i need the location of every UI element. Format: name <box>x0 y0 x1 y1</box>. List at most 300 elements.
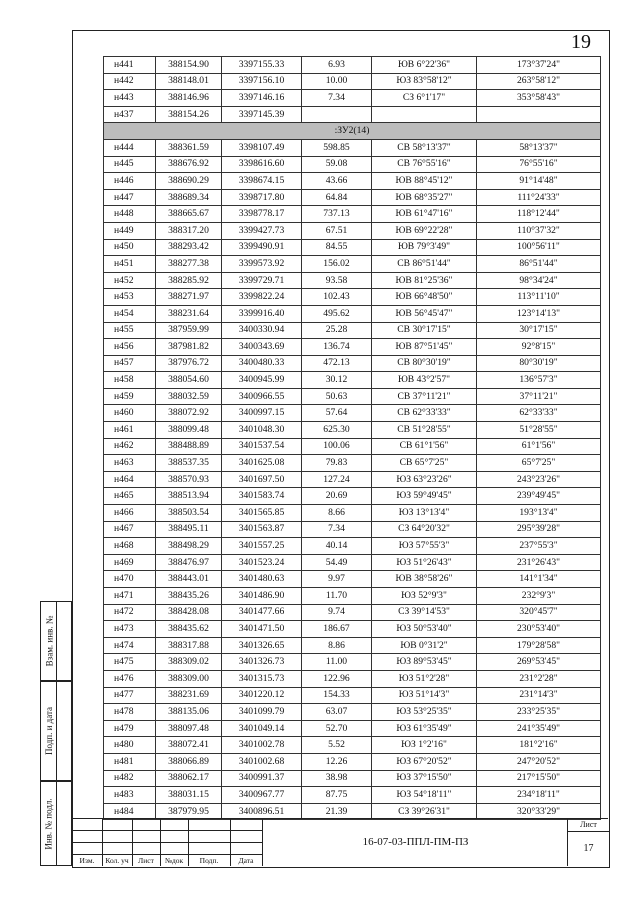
cell-coord-y: 3399573.92 <box>222 256 302 273</box>
cell-rhumb: ЮЗ 1°2'16" <box>372 737 477 754</box>
document-code: 16-07-03-ППЛ-ПМ-ПЗ <box>262 818 568 866</box>
sidebar-label-vzam: Взам. инв. № <box>44 615 54 667</box>
cell-coord-x: 388317.88 <box>156 637 222 654</box>
cell-distance: 30.12 <box>302 372 372 389</box>
cell-coord-x: 388293.42 <box>156 239 222 256</box>
cell-distance: 40.14 <box>302 538 372 555</box>
cell-azimuth: 173°37'24" <box>477 57 601 74</box>
cell-coord-x: 388498.29 <box>156 538 222 555</box>
cell-point-id: н463 <box>104 455 156 472</box>
cell-coord-x: 388361.59 <box>156 139 222 156</box>
cell-coord-y: 3400991.37 <box>222 770 302 787</box>
table-row <box>104 588 601 605</box>
cell-distance: 472.13 <box>302 355 372 372</box>
cell-point-id: н484 <box>104 803 156 820</box>
cell-coord-x: 388690.29 <box>156 173 222 190</box>
cell-point-id: н476 <box>104 670 156 687</box>
cell-coord-y: 3401048.30 <box>222 422 302 439</box>
table-row <box>104 322 601 339</box>
table-row <box>104 355 601 372</box>
table-row <box>104 422 601 439</box>
title-block <box>72 818 608 866</box>
cell-coord-y: 3401471.50 <box>222 621 302 638</box>
sidebar-label-podp: Подп. и дата <box>44 706 54 756</box>
cell-rhumb: ЮВ 66°48'50" <box>372 289 477 306</box>
table-row <box>104 372 601 389</box>
cell-distance: 11.00 <box>302 654 372 671</box>
table-row <box>104 770 601 787</box>
cell-azimuth: 62°33'33" <box>477 405 601 422</box>
cell-point-id: н450 <box>104 239 156 256</box>
cell-point-id: н458 <box>104 372 156 389</box>
cell-rhumb: ЮЗ 37°15'50" <box>372 770 477 787</box>
cell-point-id: н481 <box>104 753 156 770</box>
cell-coord-y: 3401523.24 <box>222 554 302 571</box>
cell-distance: 43.66 <box>302 173 372 190</box>
cell-coord-x: 388495.11 <box>156 521 222 538</box>
cell-coord-y: 3398717.80 <box>222 189 302 206</box>
stamp-header-izm: Изм. <box>79 856 95 865</box>
table-row <box>104 521 601 538</box>
cell-rhumb: ЮЗ 52°9'3" <box>372 588 477 605</box>
cell-point-id: н457 <box>104 355 156 372</box>
table-row <box>104 173 601 190</box>
cell-distance: 20.69 <box>302 488 372 505</box>
cell-point-id: н444 <box>104 139 156 156</box>
cell-rhumb: ЮЗ 54°18'11" <box>372 787 477 804</box>
table-row <box>104 239 601 256</box>
table-row <box>104 571 601 588</box>
cell-point-id: н459 <box>104 388 156 405</box>
stamp-header-podp: Подп. <box>199 856 219 865</box>
cell-distance: 5.52 <box>302 737 372 754</box>
table-row <box>104 753 601 770</box>
cell-coord-y: 3401220.12 <box>222 687 302 704</box>
cell-distance: 8.86 <box>302 637 372 654</box>
table-row <box>104 737 601 754</box>
cell-coord-x: 388277.38 <box>156 256 222 273</box>
cell-coord-y: 3401480.63 <box>222 571 302 588</box>
cell-point-id: н449 <box>104 222 156 239</box>
cell-azimuth: 76°55'16" <box>477 156 601 173</box>
table-row <box>104 687 601 704</box>
sheet-number: 17 <box>583 843 594 854</box>
cell-azimuth: 320°33'29" <box>477 803 601 820</box>
table-row <box>104 438 601 455</box>
table-row <box>104 621 601 638</box>
cell-coord-x: 388665.67 <box>156 206 222 223</box>
cell-rhumb: ЮВ 61°47'16" <box>372 206 477 223</box>
table-row <box>104 90 601 107</box>
cell-coord-y: 3400896.51 <box>222 803 302 820</box>
table-row <box>104 222 601 239</box>
cell-azimuth: 231°26'43" <box>477 554 601 571</box>
cell-distance: 63.07 <box>302 704 372 721</box>
cell-coord-y: 3400945.99 <box>222 372 302 389</box>
cell-point-id: н477 <box>104 687 156 704</box>
cell-coord-y: 3398107.49 <box>222 139 302 156</box>
cell-azimuth: 193°13'4" <box>477 505 601 522</box>
cell-azimuth: 91°14'48" <box>477 173 601 190</box>
cell-point-id: н443 <box>104 90 156 107</box>
stamp-header-data: Дата <box>238 856 254 865</box>
cell-coord-x: 388317.20 <box>156 222 222 239</box>
cell-coord-y: 3401099.79 <box>222 704 302 721</box>
cell-distance: 7.34 <box>302 521 372 538</box>
cell-point-id: н446 <box>104 173 156 190</box>
cell-rhumb: ЮВ 0°31'2" <box>372 637 477 654</box>
cell-azimuth: 231°2'28" <box>477 670 601 687</box>
cell-azimuth: 65°7'25" <box>477 455 601 472</box>
cell-coord-x: 388676.92 <box>156 156 222 173</box>
table-row <box>104 720 601 737</box>
stamp-header-list: Лист <box>138 856 154 865</box>
revision-grid <box>72 818 262 866</box>
cell-coord-y: 3401486.90 <box>222 588 302 605</box>
cell-coord-x: 388097.48 <box>156 720 222 737</box>
table-row <box>104 505 601 522</box>
sidebar-cell-vzam <box>40 601 72 681</box>
cell-coord-y: 3399916.40 <box>222 305 302 322</box>
table-row <box>104 471 601 488</box>
cell-distance: 122.96 <box>302 670 372 687</box>
cell-distance <box>302 106 372 123</box>
cell-distance: 12.26 <box>302 753 372 770</box>
cell-point-id: н452 <box>104 272 156 289</box>
cell-rhumb: СЗ 6°1'17" <box>372 90 477 107</box>
cell-point-id: н474 <box>104 637 156 654</box>
cell-rhumb: ЮЗ 51°14'3" <box>372 687 477 704</box>
table-row <box>104 305 601 322</box>
cell-coord-x: 388066.89 <box>156 753 222 770</box>
cell-point-id: н472 <box>104 604 156 621</box>
coordinates-table <box>103 56 601 820</box>
cell-rhumb: ЮВ 38°58'26" <box>372 571 477 588</box>
cell-distance: 67.51 <box>302 222 372 239</box>
cell-azimuth: 353°58'43" <box>477 90 601 107</box>
cell-coord-y: 3401557.25 <box>222 538 302 555</box>
cell-point-id: н466 <box>104 505 156 522</box>
cell-rhumb: ЮВ 69°22'28" <box>372 222 477 239</box>
cell-azimuth: 118°12'44" <box>477 206 601 223</box>
cell-point-id: н468 <box>104 538 156 555</box>
cell-point-id: н453 <box>104 289 156 306</box>
cell-azimuth: 320°45'7" <box>477 604 601 621</box>
sidebar-cell-podp <box>40 681 72 781</box>
cell-point-id: н478 <box>104 704 156 721</box>
cell-coord-x: 388062.17 <box>156 770 222 787</box>
cell-coord-y: 3400967.77 <box>222 787 302 804</box>
cell-coord-y: 3399490.91 <box>222 239 302 256</box>
cell-azimuth <box>477 106 601 123</box>
cell-coord-x: 388689.34 <box>156 189 222 206</box>
cell-coord-x: 388488.89 <box>156 438 222 455</box>
cell-rhumb: ЮЗ 67°20'52" <box>372 753 477 770</box>
cell-azimuth: 98°34'24" <box>477 272 601 289</box>
table-row <box>104 538 601 555</box>
cell-rhumb: СВ 51°28'55" <box>372 422 477 439</box>
cell-coord-x: 388231.64 <box>156 305 222 322</box>
cell-azimuth: 233°25'35" <box>477 704 601 721</box>
cell-point-id: н456 <box>104 339 156 356</box>
table-row <box>104 139 601 156</box>
cell-distance: 11.70 <box>302 588 372 605</box>
cell-coord-y: 3401697.50 <box>222 471 302 488</box>
cell-azimuth: 111°24'33" <box>477 189 601 206</box>
cell-distance: 50.63 <box>302 388 372 405</box>
cell-point-id: н441 <box>104 57 156 74</box>
cell-rhumb: ЮВ 88°45'12" <box>372 173 477 190</box>
cell-distance: 6.93 <box>302 57 372 74</box>
cell-coord-x: 388435.26 <box>156 588 222 605</box>
cell-distance: 54.49 <box>302 554 372 571</box>
cell-rhumb: СВ 62°33'33" <box>372 405 477 422</box>
cell-rhumb: СВ 30°17'15" <box>372 322 477 339</box>
cell-azimuth: 141°1'34" <box>477 571 601 588</box>
cell-coord-y: 3397145.39 <box>222 106 302 123</box>
cell-distance: 59.08 <box>302 156 372 173</box>
table-row <box>104 604 601 621</box>
cell-coord-y: 3397146.16 <box>222 90 302 107</box>
cell-distance: 136.74 <box>302 339 372 356</box>
cell-rhumb: ЮЗ 51°26'43" <box>372 554 477 571</box>
cell-rhumb: ЮВ 79°3'49" <box>372 239 477 256</box>
table-row <box>104 73 601 90</box>
cell-coord-y: 3400966.55 <box>222 388 302 405</box>
cell-rhumb: ЮЗ 50°53'40" <box>372 621 477 638</box>
cell-azimuth: 123°14'13" <box>477 305 601 322</box>
cell-distance: 9.97 <box>302 571 372 588</box>
cell-distance: 495.62 <box>302 305 372 322</box>
cell-coord-y: 3400480.33 <box>222 355 302 372</box>
cell-distance: 156.02 <box>302 256 372 273</box>
cell-point-id: н465 <box>104 488 156 505</box>
cell-distance: 79.83 <box>302 455 372 472</box>
cell-coord-y: 3401326.65 <box>222 637 302 654</box>
cell-coord-x: 388513.94 <box>156 488 222 505</box>
cell-rhumb: ЮВ 6°22'36" <box>372 57 477 74</box>
table-row <box>104 256 601 273</box>
cell-coord-x: 388072.92 <box>156 405 222 422</box>
cell-point-id: н482 <box>104 770 156 787</box>
cell-azimuth: 269°53'45" <box>477 654 601 671</box>
cell-point-id: н475 <box>104 654 156 671</box>
cell-distance: 38.98 <box>302 770 372 787</box>
table-row <box>104 670 601 687</box>
cell-azimuth: 58°13'37" <box>477 139 601 156</box>
cell-coord-x: 388570.93 <box>156 471 222 488</box>
cell-coord-x: 388099.48 <box>156 422 222 439</box>
cell-azimuth: 37°11'21" <box>477 388 601 405</box>
cell-coord-y: 3401537.54 <box>222 438 302 455</box>
cell-azimuth: 61°1'56" <box>477 438 601 455</box>
table-row <box>104 455 601 472</box>
cell-azimuth: 241°35'49" <box>477 720 601 737</box>
cell-coord-x: 388503.54 <box>156 505 222 522</box>
cell-coord-x: 388154.26 <box>156 106 222 123</box>
cell-point-id: н447 <box>104 189 156 206</box>
cell-coord-y: 3401002.68 <box>222 753 302 770</box>
cell-distance: 64.84 <box>302 189 372 206</box>
cell-point-id: н461 <box>104 422 156 439</box>
cell-rhumb: СВ 58°13'37" <box>372 139 477 156</box>
cell-distance: 57.64 <box>302 405 372 422</box>
cell-azimuth: 243°23'26" <box>477 471 601 488</box>
table-row <box>104 272 601 289</box>
cell-azimuth: 113°11'10" <box>477 289 601 306</box>
cell-coord-y: 3401002.78 <box>222 737 302 754</box>
table-row <box>104 189 601 206</box>
table-row <box>104 637 601 654</box>
cell-azimuth: 181°2'16" <box>477 737 601 754</box>
cell-point-id: н445 <box>104 156 156 173</box>
cell-point-id: н479 <box>104 720 156 737</box>
cell-coord-y: 3400330.94 <box>222 322 302 339</box>
cell-point-id: н483 <box>104 787 156 804</box>
cell-point-id: н464 <box>104 471 156 488</box>
cell-azimuth: 179°28'58" <box>477 637 601 654</box>
cell-coord-y: 3401625.08 <box>222 455 302 472</box>
cell-azimuth: 230°53'40" <box>477 621 601 638</box>
cell-distance: 52.70 <box>302 720 372 737</box>
cell-point-id: н480 <box>104 737 156 754</box>
cell-coord-y: 3398778.17 <box>222 206 302 223</box>
cell-azimuth: 234°18'11" <box>477 787 601 804</box>
cell-rhumb: ЮЗ 61°35'49" <box>372 720 477 737</box>
cell-rhumb: ЮВ 43°2'57" <box>372 372 477 389</box>
cell-azimuth: 86°51'44" <box>477 256 601 273</box>
cell-coord-x: 388072.41 <box>156 737 222 754</box>
cell-distance: 127.24 <box>302 471 372 488</box>
table-row <box>104 405 601 422</box>
cell-rhumb: СВ 86°51'44" <box>372 256 477 273</box>
page-number: 19 <box>571 31 591 53</box>
cell-distance: 625.30 <box>302 422 372 439</box>
cell-distance: 154.33 <box>302 687 372 704</box>
cell-rhumb: СВ 76°55'16" <box>372 156 477 173</box>
cell-distance: 93.58 <box>302 272 372 289</box>
cell-point-id: н454 <box>104 305 156 322</box>
cell-coord-x: 388031.15 <box>156 787 222 804</box>
cell-azimuth: 51°28'55" <box>477 422 601 439</box>
cell-rhumb: ЮВ 56°45'47" <box>372 305 477 322</box>
cell-point-id: н469 <box>104 554 156 571</box>
cell-azimuth: 136°57'3" <box>477 372 601 389</box>
cell-azimuth: 247°20'52" <box>477 753 601 770</box>
cell-coord-y: 3400997.15 <box>222 405 302 422</box>
cell-coord-x: 388476.97 <box>156 554 222 571</box>
table-row <box>104 704 601 721</box>
sidebar-label-inv: Инв. № подл. <box>44 797 54 850</box>
sheet-box <box>567 818 609 866</box>
table-row <box>104 488 601 505</box>
cell-rhumb: СВ 80°30'19" <box>372 355 477 372</box>
cell-rhumb: ЮЗ 59°49'45" <box>372 488 477 505</box>
cell-distance: 186.67 <box>302 621 372 638</box>
cell-point-id: н460 <box>104 405 156 422</box>
cell-coord-y: 3397156.10 <box>222 73 302 90</box>
cell-azimuth: 110°37'32" <box>477 222 601 239</box>
cell-point-id: н448 <box>104 206 156 223</box>
cell-distance: 102.43 <box>302 289 372 306</box>
cell-coord-x: 387979.95 <box>156 803 222 820</box>
cell-coord-y: 3400343.69 <box>222 339 302 356</box>
cell-rhumb: ЮЗ 53°25'35" <box>372 704 477 721</box>
cell-coord-x: 388443.01 <box>156 571 222 588</box>
table-row <box>104 388 601 405</box>
cell-rhumb: ЮЗ 51°2'28" <box>372 670 477 687</box>
cell-point-id: н462 <box>104 438 156 455</box>
cell-coord-x: 388428.08 <box>156 604 222 621</box>
cell-azimuth: 30°17'15" <box>477 322 601 339</box>
cell-coord-x: 388537.35 <box>156 455 222 472</box>
cell-coord-x: 388032.59 <box>156 388 222 405</box>
cell-coord-x: 388309.02 <box>156 654 222 671</box>
cell-distance: 21.39 <box>302 803 372 820</box>
cell-coord-y: 3398674.15 <box>222 173 302 190</box>
table-row <box>104 106 601 123</box>
section-label: :ЗУ2(14) <box>104 123 601 140</box>
stamp-header-kol: Кол. уч <box>105 856 129 865</box>
cell-distance: 598.85 <box>302 139 372 156</box>
cell-coord-x: 388271.97 <box>156 289 222 306</box>
cell-point-id: н442 <box>104 73 156 90</box>
cell-coord-x: 387959.99 <box>156 322 222 339</box>
cell-rhumb: ЮВ 87°51'45" <box>372 339 477 356</box>
cell-rhumb: СЗ 39°26'31" <box>372 803 477 820</box>
cell-azimuth: 232°9'3" <box>477 588 601 605</box>
cell-point-id: н473 <box>104 621 156 638</box>
cell-azimuth: 239°49'45" <box>477 488 601 505</box>
cell-rhumb: СЗ 64°20'32" <box>372 521 477 538</box>
cell-azimuth: 217°15'50" <box>477 770 601 787</box>
section-row <box>104 123 601 140</box>
cell-coord-x: 388154.90 <box>156 57 222 74</box>
cell-rhumb: ЮЗ 13°13'4" <box>372 505 477 522</box>
cell-coord-y: 3399427.73 <box>222 222 302 239</box>
cell-coord-x: 388309.00 <box>156 670 222 687</box>
cell-rhumb: ЮЗ 63°23'26" <box>372 471 477 488</box>
approval-sidebar <box>40 601 72 866</box>
cell-coord-x: 388146.96 <box>156 90 222 107</box>
cell-azimuth: 231°14'3" <box>477 687 601 704</box>
cell-point-id: н451 <box>104 256 156 273</box>
cell-distance: 100.06 <box>302 438 372 455</box>
cell-distance: 10.00 <box>302 73 372 90</box>
cell-rhumb <box>372 106 477 123</box>
stamp-header-ndok: №док <box>164 856 184 865</box>
cell-point-id: н470 <box>104 571 156 588</box>
table-row <box>104 654 601 671</box>
title-block-top-line <box>72 818 608 819</box>
cell-rhumb: СЗ 39°14'53" <box>372 604 477 621</box>
sidebar-cell-inv <box>40 781 72 866</box>
cell-coord-y: 3401563.87 <box>222 521 302 538</box>
cell-rhumb: СВ 61°1'56" <box>372 438 477 455</box>
cell-rhumb: ЮЗ 83°58'12" <box>372 73 477 90</box>
cell-point-id: н437 <box>104 106 156 123</box>
cell-coord-y: 3399729.71 <box>222 272 302 289</box>
cell-azimuth: 237°55'3" <box>477 538 601 555</box>
cell-rhumb: ЮВ 68°35'27" <box>372 189 477 206</box>
cell-coord-x: 387976.72 <box>156 355 222 372</box>
cell-coord-x: 388285.92 <box>156 272 222 289</box>
cell-coord-y: 3401565.85 <box>222 505 302 522</box>
cell-distance: 25.28 <box>302 322 372 339</box>
cell-coord-x: 388135.06 <box>156 704 222 721</box>
cell-distance: 9.74 <box>302 604 372 621</box>
cell-coord-y: 3398616.60 <box>222 156 302 173</box>
